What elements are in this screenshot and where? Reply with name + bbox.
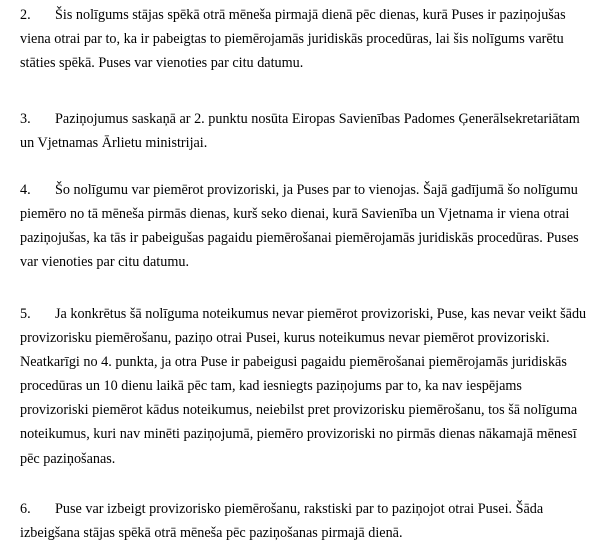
clause-line (20, 302, 590, 326)
clause-line: Neatkarīgi no 4. punkta, ja otra Puse ir pabeigusi pagaidu piemērošanai piemērojamās juridiskās (20, 354, 567, 371)
clause-number: 3. (20, 111, 31, 127)
clause-line: provizoriski piemērot kādus noteikumus, neiebilst pret provizorisku piemērošanu, tos šā nolīguma (20, 402, 578, 419)
clause-line: pēc paziņošanas. (20, 450, 116, 467)
clause-5 (20, 302, 590, 471)
clause-2 (20, 3, 590, 75)
clause-line: provizorisku piemērošanu, paziņo otrai Pusei, kurus noteikumus nevar piemērot provizoriski. (20, 330, 550, 347)
clause-line (20, 3, 590, 27)
clause-line: var vienoties par citu datumu. (20, 254, 190, 271)
clause-line: izbeigšana stājas spēkā otrā mēneša pēc paziņošanas pirmajā dienā. (20, 525, 403, 542)
clause-number: 2. (20, 7, 31, 23)
clause-line (20, 107, 590, 131)
clause-text: Ja konkrētus šā nolīguma noteikumus nevar piemērot provizoriski, Puse, kas nevar veikt šādu (55, 306, 587, 322)
clause-number: 4. (20, 182, 31, 198)
clause-line: viena otrai par to, ka ir pabeigtas to piemērojamās juridiskās procedūras, lai šis nolīgums varētu (20, 31, 564, 48)
clause-line: noteikumus, kuri nav minēti paziņojumā, piemēro provizoriski no pirmās dienas nākamajā mēnesī (20, 426, 577, 443)
clause-line: piemēro no tā mēneša pirmās dienas, kurš seko dienai, kurā Savienība un Vjetnama ir viena otrai (20, 206, 570, 223)
clause-number: 6. (20, 501, 31, 517)
clause-line: stāties spēkā. Puses var vienoties par citu datumu. (20, 55, 304, 72)
clause-number: 5. (20, 306, 31, 322)
clause-text: Puse var izbeigt provizorisko piemērošanu, rakstiski par to paziņojot otrai Pusei. Šāda (55, 501, 544, 517)
clause-line (20, 497, 590, 521)
clause-line: procedūras un 10 dienu laikā pēc tam, kad iesniegts paziņojums par to, ka nav iespējams (20, 378, 522, 395)
clause-text: Šis nolīgums stājas spēkā otrā mēneša pirmajā dienā pēc dienas, kurā Puses ir paziņojušas (55, 7, 566, 23)
clause-4 (20, 178, 590, 274)
clause-line: paziņojušas, ka tās ir pabeigušas pagaidu piemērošanai piemērojamās juridiskās procedūras. Puses (20, 230, 579, 247)
clause-6 (20, 497, 590, 545)
clause-text: Šo nolīgumu var piemērot provizoriski, ja Puses par to vienojas. Šajā gadījumā šo nolīgumu (55, 182, 578, 198)
clause-line: un Vjetnamas Ārlietu ministrijai. (20, 135, 208, 152)
clause-3 (20, 107, 590, 155)
clause-line (20, 178, 590, 202)
clause-text: Paziņojumus saskaņā ar 2. punktu nosūta Eiropas Savienības Padomes Ģenerālsekretariātam (55, 111, 580, 127)
